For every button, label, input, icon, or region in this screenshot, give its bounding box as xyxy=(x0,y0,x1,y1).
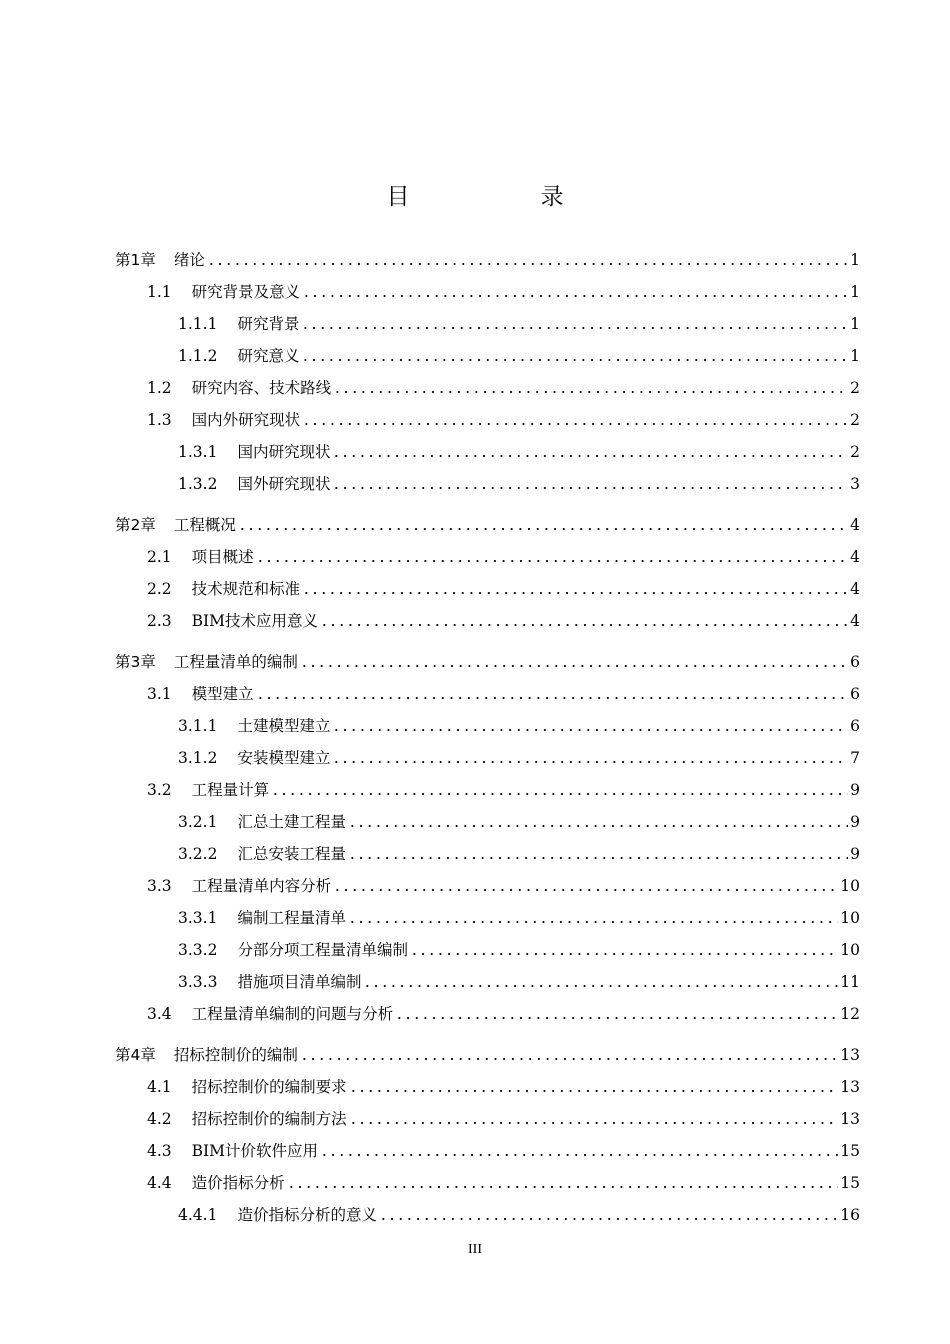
toc-dot-leader xyxy=(301,325,848,331)
toc-dot-leader xyxy=(332,453,848,459)
toc-entry-page: 4 xyxy=(850,548,860,566)
toc-entry-number: 1.1.2 xyxy=(178,347,218,365)
toc-entry-page: 1 xyxy=(850,347,860,365)
toc-dot-leader xyxy=(410,951,838,957)
toc-entry[interactable] xyxy=(178,967,860,993)
toc-entry-page: 15 xyxy=(840,1142,860,1160)
toc-entry[interactable] xyxy=(178,935,860,961)
page-title: 目 录 xyxy=(386,184,618,210)
toc-entry-title: 工程量清单内容分析 xyxy=(191,877,332,895)
toc-dot-leader xyxy=(333,389,848,395)
toc-entry-number: 3.2.2 xyxy=(178,845,218,863)
toc-entry-page: 9 xyxy=(850,781,860,799)
toc-entry-number: 3.3 xyxy=(147,877,172,895)
toc-entry-number: 第2章 xyxy=(115,516,156,534)
toc-entry-number: 4.3 xyxy=(147,1142,172,1160)
toc-entry-number: 1.2 xyxy=(147,379,172,397)
toc-entry[interactable] xyxy=(147,999,860,1025)
toc-entry-number: 2.1 xyxy=(147,548,172,566)
toc-chapter-entry[interactable] xyxy=(115,245,860,271)
toc-entry-page: 2 xyxy=(850,411,860,429)
toc-entry-title: 工程量清单编制的问题与分析 xyxy=(191,1005,394,1023)
toc-dot-leader xyxy=(332,727,848,733)
toc-dot-leader xyxy=(302,293,848,299)
toc-dot-leader xyxy=(363,983,838,989)
toc-entry-title: 工程量计算 xyxy=(191,781,270,799)
toc-entry-title: 工程概况 xyxy=(173,516,236,534)
toc-entry[interactable] xyxy=(178,469,860,495)
toc-entry-number: 4.4.1 xyxy=(178,1206,218,1224)
toc-entry-number: 4.1 xyxy=(147,1078,172,1096)
toc-entry[interactable] xyxy=(147,679,860,705)
toc-dot-leader xyxy=(348,823,848,829)
toc-entry-title: 土建模型建立 xyxy=(237,717,331,735)
toc-entry-page: 13 xyxy=(840,1110,860,1128)
toc-entry[interactable] xyxy=(147,1072,860,1098)
toc-entry[interactable] xyxy=(178,743,860,769)
toc-entry-page: 13 xyxy=(840,1078,860,1096)
toc-entry-number: 2.2 xyxy=(147,580,172,598)
toc-entry-title: 招标控制价的编制 xyxy=(173,1046,298,1064)
toc-entry[interactable] xyxy=(147,1104,860,1130)
toc-entry[interactable] xyxy=(178,903,860,929)
toc-dot-leader xyxy=(320,622,848,628)
toc-dot-leader xyxy=(349,1120,839,1126)
toc-entry-title: 研究意义 xyxy=(237,347,300,365)
toc-dot-leader xyxy=(287,1184,839,1190)
toc-entry-page: 1 xyxy=(850,315,860,333)
toc-entry-page: 15 xyxy=(840,1174,860,1192)
toc-chapter-entry[interactable] xyxy=(115,1040,860,1066)
toc-entry-page: 16 xyxy=(840,1206,860,1224)
toc-entry-page: 3 xyxy=(850,475,860,493)
toc-entry[interactable] xyxy=(147,1168,860,1194)
toc-dot-leader xyxy=(332,759,848,765)
toc-entry-page: 11 xyxy=(840,973,860,991)
toc-dot-leader xyxy=(302,590,848,596)
toc-entry[interactable] xyxy=(147,1136,860,1162)
toc-entry-number: 1.1 xyxy=(147,283,172,301)
toc-entry-title: 项目概述 xyxy=(191,548,254,566)
toc-dot-leader xyxy=(348,855,848,861)
toc-dot-leader xyxy=(320,1152,838,1158)
toc-entry-title: 造价指标分析的意义 xyxy=(237,1206,377,1224)
toc-entry-title: 国外研究现状 xyxy=(237,475,331,493)
toc-entry-number: 3.1.1 xyxy=(178,717,218,735)
toc-chapter-entry[interactable] xyxy=(115,510,860,536)
toc-dot-leader xyxy=(300,663,848,669)
toc-entry-page: 10 xyxy=(840,909,860,927)
toc-dot-leader xyxy=(207,261,848,267)
toc-entry[interactable] xyxy=(178,807,860,833)
page-number: III xyxy=(468,1242,482,1257)
toc-chapter-entry[interactable] xyxy=(115,647,860,673)
toc-entry-title: 研究内容、技术路线 xyxy=(191,379,332,397)
toc-entry-number: 第4章 xyxy=(115,1046,156,1064)
toc-entry-title: 措施项目清单编制 xyxy=(237,973,362,991)
toc-entry-page: 1 xyxy=(850,251,860,269)
toc-dot-leader xyxy=(348,919,838,925)
toc-entry-number: 4.4 xyxy=(147,1174,172,1192)
toc-entry-number: 3.1 xyxy=(147,685,172,703)
toc-entry-page: 1 xyxy=(850,283,860,301)
toc-entry-title: 招标控制价的编制要求 xyxy=(191,1078,347,1096)
toc-entry-page: 13 xyxy=(840,1046,860,1064)
toc-entry-number: 3.4 xyxy=(147,1005,172,1023)
toc-entry-page: 10 xyxy=(840,877,860,895)
toc-entry[interactable] xyxy=(147,606,860,632)
toc-entry-page: 6 xyxy=(850,685,860,703)
toc-entry-number: 1.1.1 xyxy=(178,315,218,333)
toc-dot-leader xyxy=(271,791,848,797)
toc-entry-title: 汇总土建工程量 xyxy=(237,813,346,831)
toc-entry-title: 研究背景 xyxy=(237,315,300,333)
toc-entry-page: 6 xyxy=(850,717,860,735)
toc-entry-number: 3.3.1 xyxy=(178,909,218,927)
toc-entry-title: 国内研究现状 xyxy=(237,443,331,461)
toc-entry-number: 第3章 xyxy=(115,653,156,671)
toc-entry-page: 7 xyxy=(850,749,860,767)
toc-entry-number: 4.2 xyxy=(147,1110,172,1128)
toc-entry-page: 4 xyxy=(850,516,860,534)
toc-entry[interactable] xyxy=(147,775,860,801)
toc-entry[interactable] xyxy=(178,341,860,367)
toc-dot-leader xyxy=(333,887,838,893)
toc-entry-number: 3.2 xyxy=(147,781,172,799)
toc-entry-number: 2.3 xyxy=(147,612,172,630)
toc-entry[interactable] xyxy=(147,574,860,600)
toc-entry-number: 第1章 xyxy=(115,251,156,269)
toc-dot-leader xyxy=(256,695,848,701)
toc-entry[interactable] xyxy=(147,871,860,897)
toc-entry-page: 6 xyxy=(850,653,860,671)
toc-entry-number: 1.3.2 xyxy=(178,475,218,493)
toc-entry-title: 工程量清单的编制 xyxy=(173,653,298,671)
toc-entry-page: 9 xyxy=(850,845,860,863)
toc-entry-title: 造价指标分析 xyxy=(191,1174,285,1192)
toc-dot-leader xyxy=(379,1216,838,1222)
toc-entry-page: 2 xyxy=(850,379,860,397)
toc-dot-leader xyxy=(349,1088,839,1094)
toc-entry-title: 招标控制价的编制方法 xyxy=(191,1110,347,1128)
toc-entry[interactable] xyxy=(178,839,860,865)
toc-entry-page: 12 xyxy=(840,1005,860,1023)
toc-entry-title: 绪论 xyxy=(173,251,205,269)
toc-dot-leader xyxy=(256,558,848,564)
toc-entry-title: 安装模型建立 xyxy=(237,749,331,767)
toc-dot-leader xyxy=(238,526,848,532)
toc-entry[interactable] xyxy=(147,405,860,431)
toc-entry-title: 分部分项工程量清单编制 xyxy=(237,941,408,959)
toc-entry[interactable] xyxy=(178,309,860,335)
toc-entry[interactable] xyxy=(178,1200,860,1226)
toc-entry-title: 模型建立 xyxy=(191,685,254,703)
toc-entry-page: 4 xyxy=(850,580,860,598)
toc-entry-page: 4 xyxy=(850,612,860,630)
toc-entry-title: 国内外研究现状 xyxy=(191,411,301,429)
toc-entry[interactable] xyxy=(147,277,860,303)
toc-entry-number: 1.3.1 xyxy=(178,443,218,461)
toc-entry[interactable] xyxy=(178,711,860,737)
toc-dot-leader xyxy=(395,1015,838,1021)
toc-entry-number: 1.3 xyxy=(147,411,172,429)
toc-entry-title: 技术规范和标准 xyxy=(191,580,301,598)
toc-entry-title: 编制工程量清单 xyxy=(237,909,346,927)
toc-entry[interactable] xyxy=(147,373,860,399)
toc-dot-leader xyxy=(301,357,848,363)
toc-entry-number: 3.3.2 xyxy=(178,941,218,959)
toc-entry-number: 3.3.3 xyxy=(178,973,218,991)
toc-dot-leader xyxy=(332,485,848,491)
toc-entry-title: 汇总安装工程量 xyxy=(237,845,346,863)
toc-entry[interactable] xyxy=(178,437,860,463)
toc-entry-page: 9 xyxy=(850,813,860,831)
toc-entry-title: BIM计价软件应用 xyxy=(191,1142,319,1160)
toc-entry-number: 3.2.1 xyxy=(178,813,218,831)
toc-entry-number: 3.1.2 xyxy=(178,749,218,767)
toc-entry-title: BIM技术应用意义 xyxy=(191,612,319,630)
toc-entry[interactable] xyxy=(147,542,860,568)
toc-dot-leader xyxy=(302,421,848,427)
toc-dot-leader xyxy=(300,1056,838,1062)
toc-entry-page: 2 xyxy=(850,443,860,461)
toc-entry-page: 10 xyxy=(840,941,860,959)
toc-entry-title: 研究背景及意义 xyxy=(191,283,301,301)
